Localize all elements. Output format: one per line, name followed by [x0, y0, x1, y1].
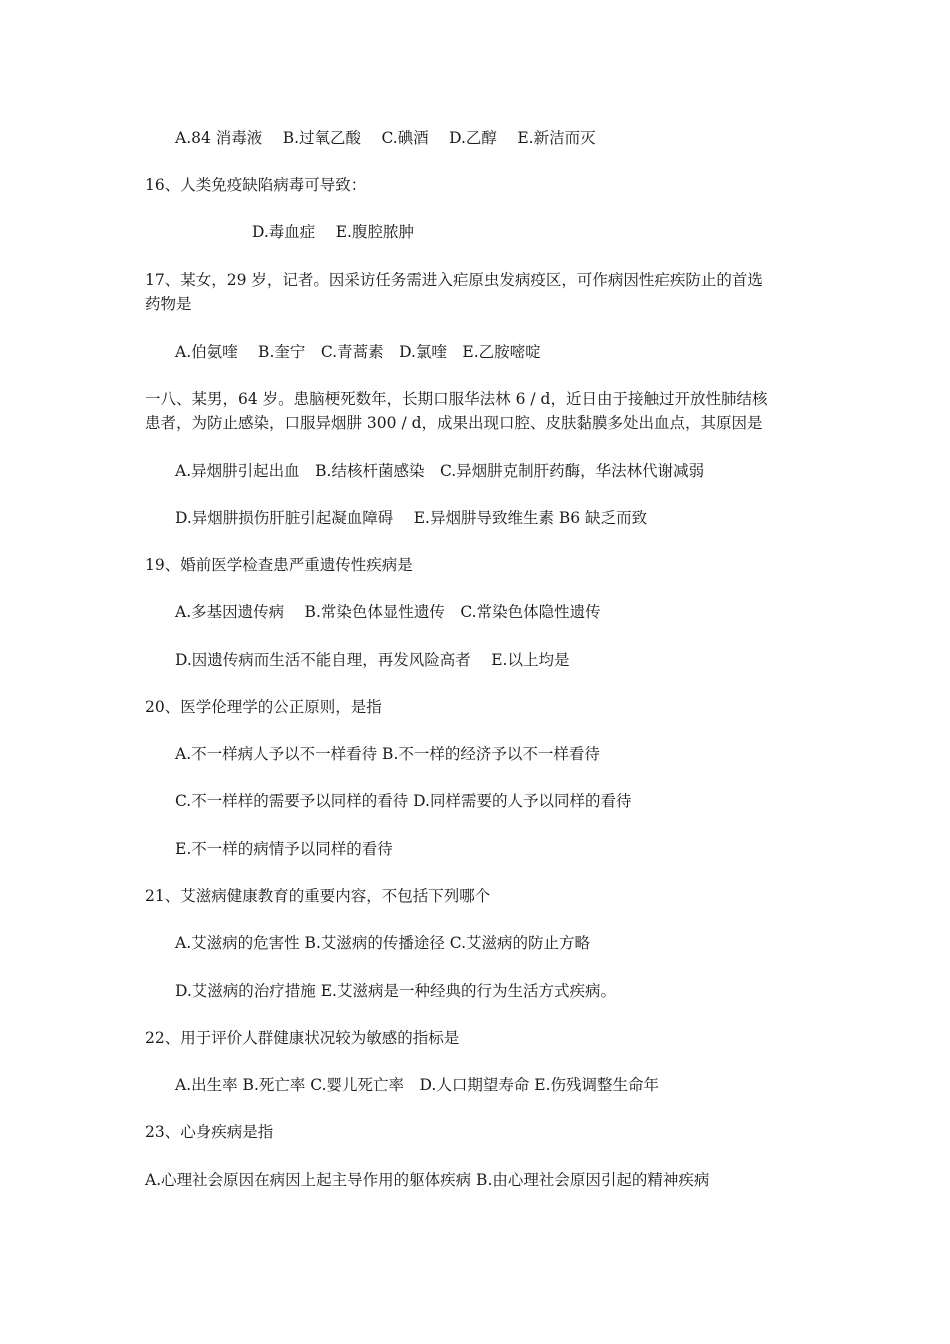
q19-question: 19、婚前医学检查患严重遗传性疾病是 — [145, 556, 413, 574]
q18-question-line2: 患者，为防止感染，口服异烟肼 300 / d，成果出现口腔、皮肤黏膜多处出血点，其原因是 — [145, 414, 763, 432]
q18-options-line2: D.异烟肼损伤肝脏引起凝血障碍 E.异烟肼导致维生素 B6 缺乏而致 — [175, 509, 648, 527]
q17-question-line1: 17、某女，29 岁，记者。因采访任务需进入疟原虫发病疫区，可作病因性疟疾防止的首选 — [145, 271, 763, 289]
q21-question: 21、艾滋病健康教育的重要内容，不包括下列哪个 — [145, 887, 491, 905]
q21-options-line1: A.艾滋病的危害性 B.艾滋病的传播途径 C.艾滋病的防止方略 — [175, 934, 591, 952]
q21-options-line2: D.艾滋病的治疗措施 E.艾滋病是一种经典的行为生活方式疾病。 — [175, 982, 616, 1000]
q20-options-line2: C.不一样样的需要予以同样的看待 D.同样需要的人予以同样的看待 — [175, 792, 632, 810]
q17-options: A.伯氨喹 B.奎宁 C.青蒿素 D.氯喹 E.乙胺嘧啶 — [175, 343, 541, 361]
q20-question: 20、医学伦理学的公正原则，是指 — [145, 698, 382, 716]
q16-question: 16、人类免疫缺陷病毒可导致： — [145, 176, 367, 194]
q16-options: D.毒血症 E.腹腔脓肿 — [252, 223, 414, 241]
q18-options-line1: A.异烟肼引起出血 B.结核杆菌感染 C.异烟肼克制肝药酶，华法林代谢减弱 — [175, 462, 705, 480]
q23-options-line1: A.心理社会原因在病因上起主导作用的躯体疾病 B.由心理社会原因引起的精神疾病 — [145, 1171, 710, 1189]
q20-options-line3: E.不一样的病情予以同样的看待 — [175, 840, 393, 858]
q19-options-line2: D.因遗传病而生活不能自理，再发风险高者 E.以上均是 — [175, 651, 570, 669]
q17-question-line2: 药物是 — [145, 295, 192, 313]
q23-question: 23、心身疾病是指 — [145, 1123, 274, 1141]
q22-options: A.出生率 B.死亡率 C.婴儿死亡率 D.人口期望寿命 E.伤残调整生命年 — [175, 1076, 659, 1094]
q19-options-line1: A.多基因遗传病 B.常染色体显性遗传 C.常染色体隐性遗传 — [175, 603, 601, 621]
q22-question: 22、用于评价人群健康状况较为敏感的指标是 — [145, 1029, 460, 1047]
q20-options-line1: A.不一样病人予以不一样看待 B.不一样的经济予以不一样看待 — [175, 745, 600, 763]
q15-options: A.84 消毒液 B.过氧乙酸 C.碘酒 D.乙醇 E.新洁而灭 — [175, 129, 596, 147]
q18-question-line1: 一八、某男，64 岁。患脑梗死数年，长期口服华法林 6 / d，近日由于接触过开放性肺结核 — [145, 390, 768, 408]
